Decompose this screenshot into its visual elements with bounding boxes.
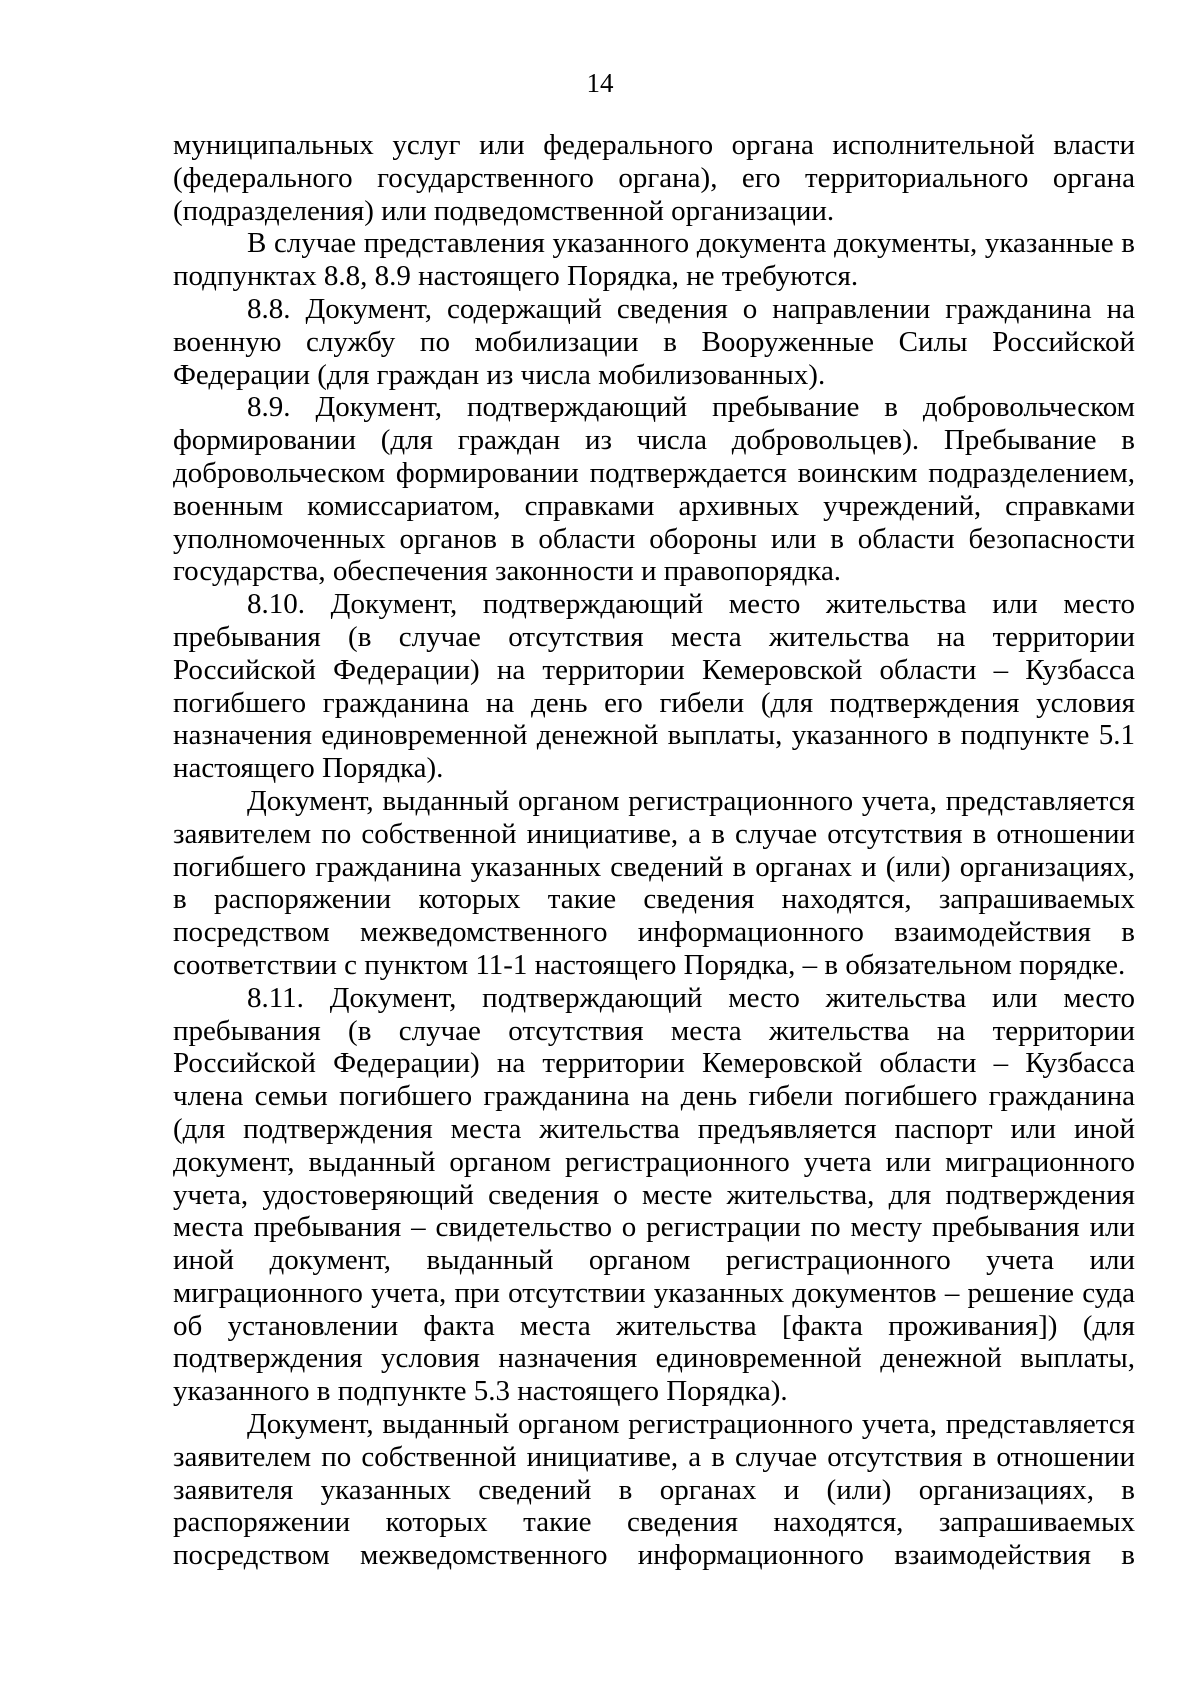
- paragraph-registration-document-applicant: Документ, выданный органом регистрационного учета, представляется заявителем по собственной инициативе, а в случае отсутствия в отношении заявителя указанных сведений в органах и (или) организациях, в распоряжении которых такие сведения находятся, запрашиваемых посредством межведомственного информационного взаимодействия в: [173, 1408, 1135, 1572]
- paragraph-continuation: муниципальных услуг или федерального органа исполнительной власти (федерального государственного органа), его территориального органа (подразделения) или подведомственной организации.: [173, 129, 1135, 227]
- paragraph-8-9: 8.9. Документ, подтверждающий пребывание в добровольческом формировании (для граждан из числа добровольцев). Пребывание в добровольческом формировании подтверждается воинским подразделением, военным комиссариатом, справками архивных учреждений, справками уполномоченных органов в области обороны или в области безопасности государства, обеспечения законности и правопорядка.: [173, 391, 1135, 588]
- page-number: 14: [586, 68, 614, 98]
- document-body: [173, 129, 1135, 1572]
- paragraph-registration-document-deceased: Документ, выданный органом регистрационного учета, представляется заявителем по собственной инициативе, а в случае отсутствия в отношении погибшего гражданина указанных сведений в органах и (или) организациях, в распоряжении которых такие сведения находятся, запрашиваемых посредством межведомственного информационного взаимодействия в соответствии с пунктом 11-1 настоящего Порядка, – в обязательном порядке.: [173, 784, 1135, 981]
- paragraph-document-not-required: В случае представления указанного документа документы, указанные в подпунктах 8.8, 8.9 настоящего Порядка, не требуются.: [173, 227, 1135, 293]
- paragraph-8-11: 8.11. Документ, подтверждающий место жительства или место пребывания (в случае отсутствия места жительства на территории Российской Федерации) на территории Кемеровской области – Кузбасса члена семьи погибшего гражданина на день гибели погибшего гражданина (для подтверждения места жительства предъявляется паспорт или иной документ, выданный органом регистрационного учета или миграционного учета, удостоверяющий сведения о месте жительства, для подтверждения места пребывания – свидетельство о регистрации по месту пребывания или иной документ, выданный органом регистрационного учета или миграционного учета, при отсутствии указанных документов – решение суда об установлении факта места жительства [факта проживания]) (для подтверждения условия назначения единовременной денежной выплаты, указанного в подпункте 5.3 настоящего Порядка).: [173, 981, 1135, 1408]
- paragraph-8-10: 8.10. Документ, подтверждающий место жительства или место пребывания (в случае отсутствия места жительства на территории Российской Федерации) на территории Кемеровской области – Кузбасса погибшего гражданина на день его гибели (для подтверждения условия назначения единовременной денежной выплаты, указанного в подпункте 5.1 настоящего Порядка).: [173, 588, 1135, 785]
- paragraph-8-8: 8.8. Документ, содержащий сведения о направлении гражданина на военную службу по мобилизации в Вооруженные Силы Российской Федерации (для граждан из числа мобилизованных).: [173, 292, 1135, 391]
